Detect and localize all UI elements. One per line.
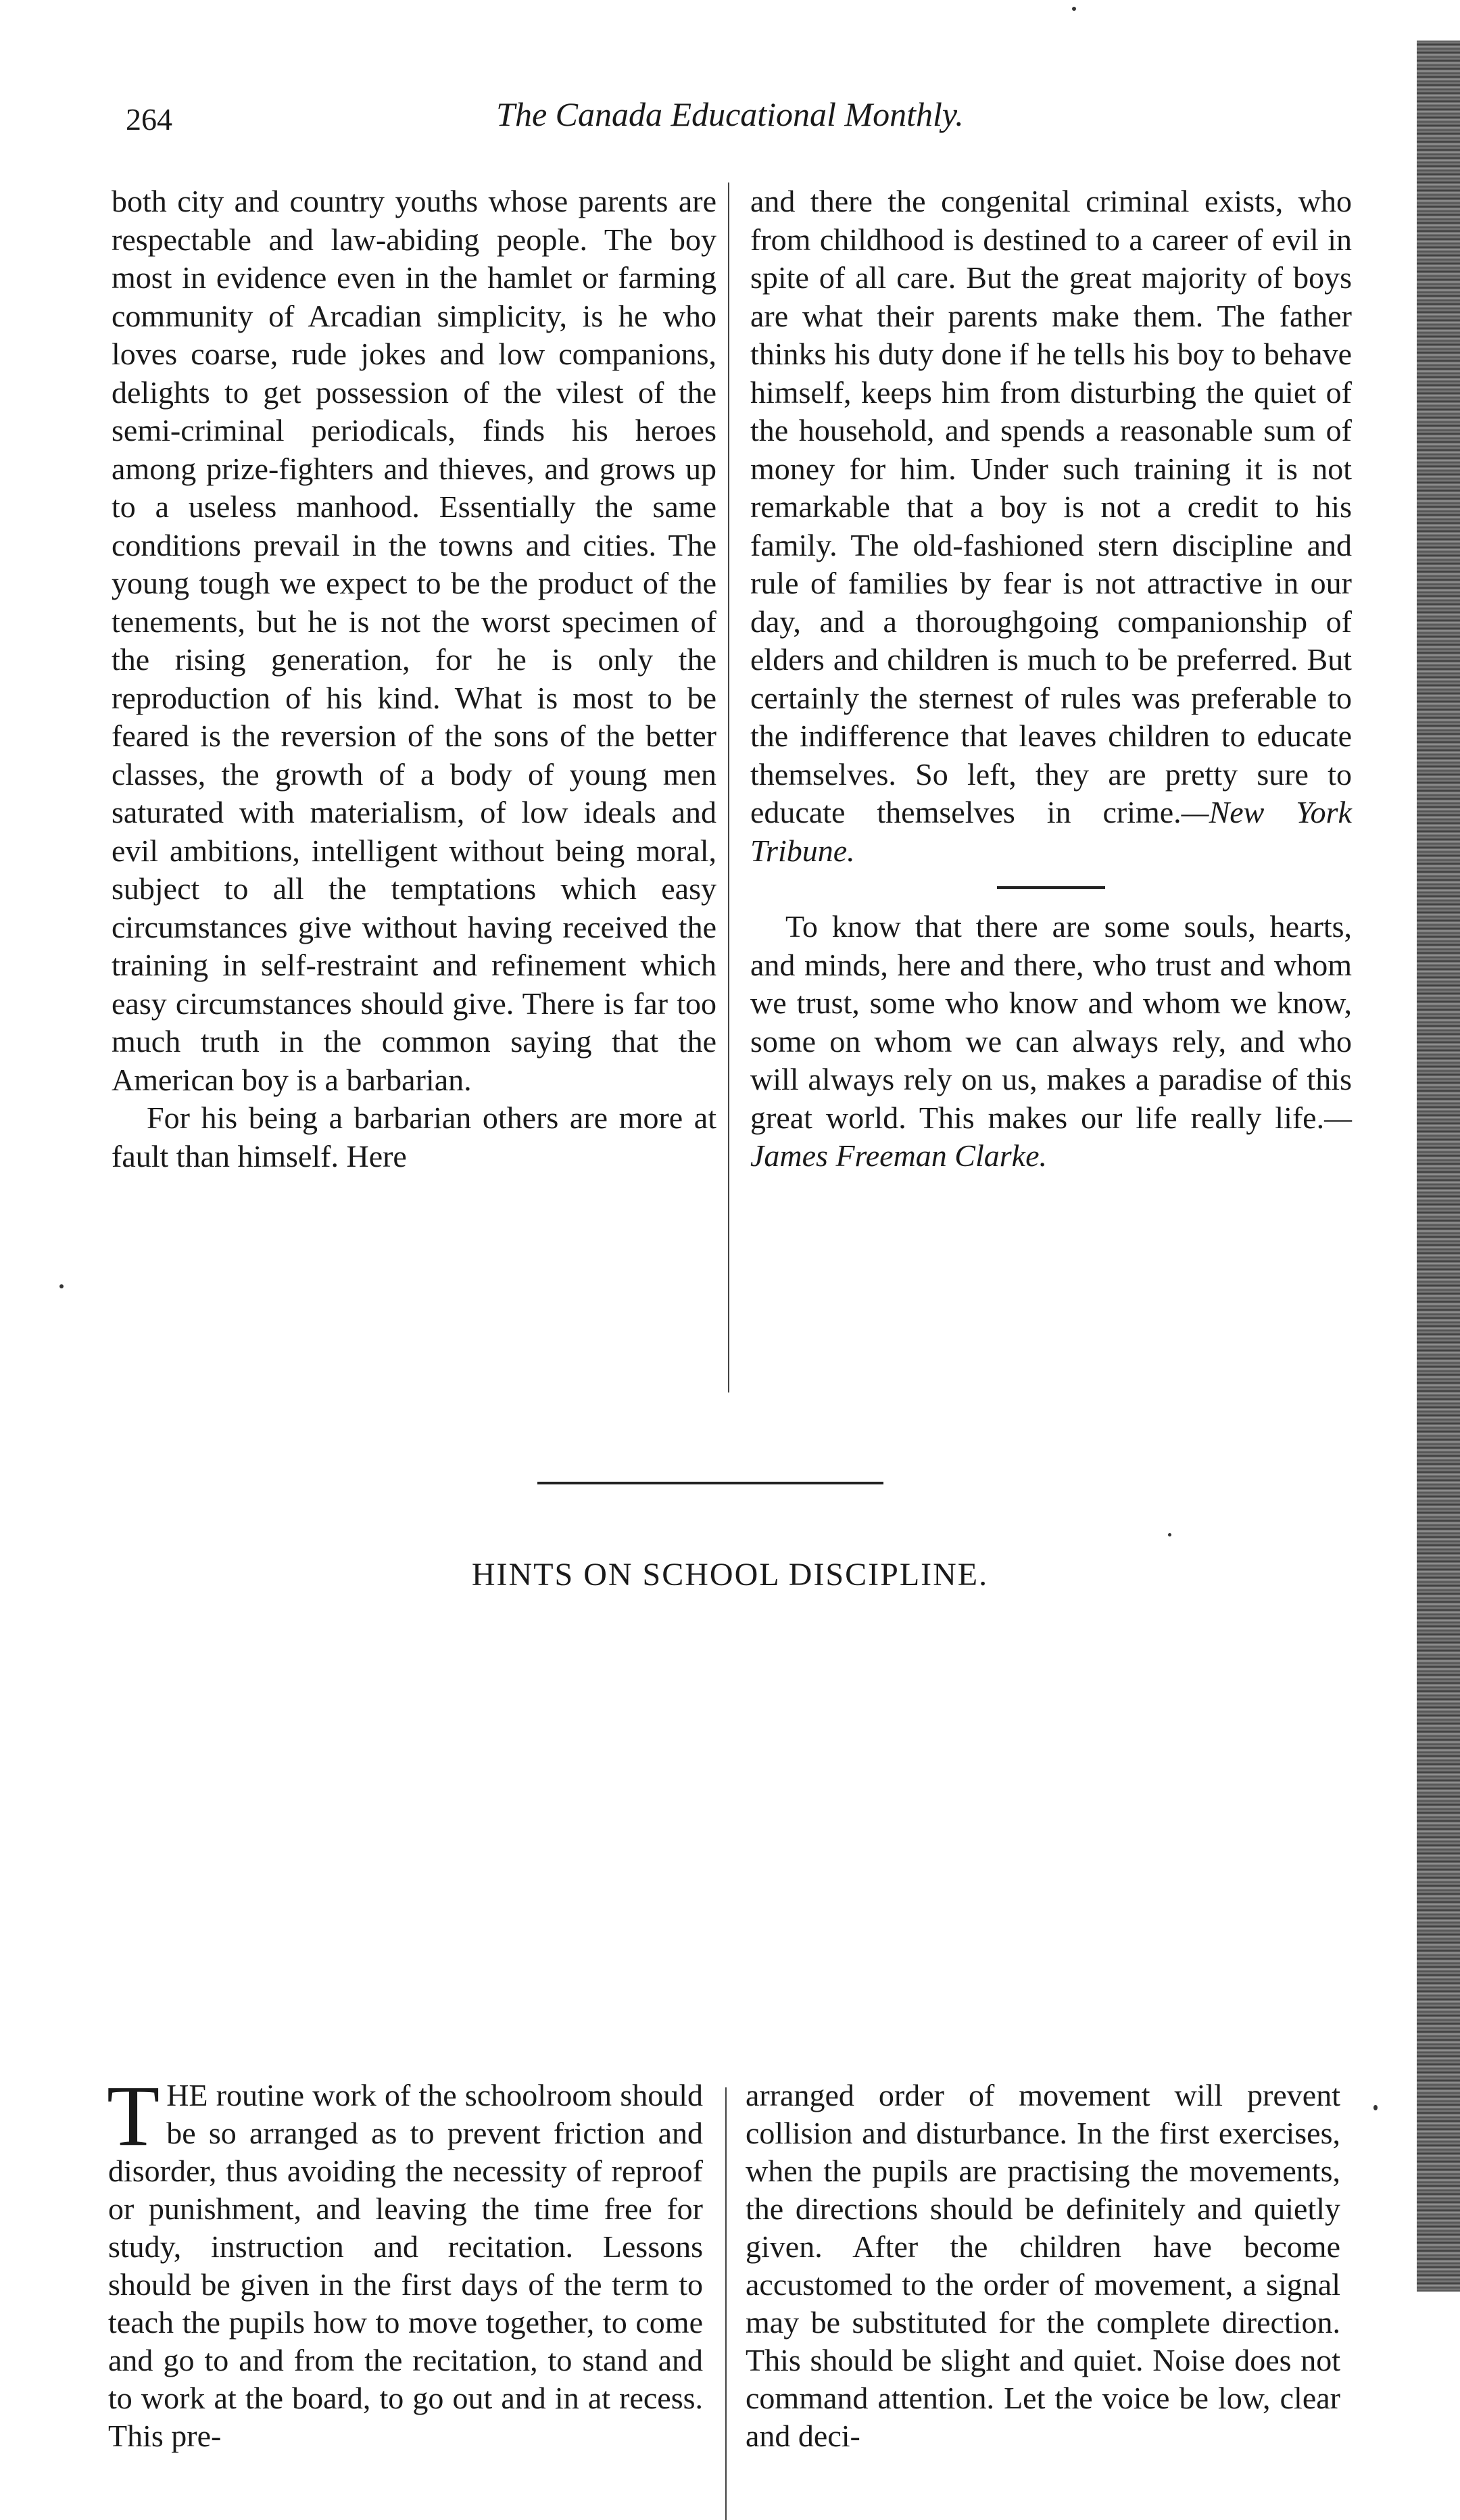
column-top-right (750, 183, 1352, 1176)
column-divider (728, 183, 729, 1392)
column-section-right (746, 2077, 1340, 2455)
attribution: —New York Tribune. (750, 795, 1352, 868)
scan-speck (1373, 2105, 1378, 2110)
section-heading: HINTS ON SCHOOL DISCIPLINE. (471, 1557, 989, 1593)
paragraph-text: and there the congenital criminal exists, who from childhood is destined to a career of evil in spite of all care. But the great majority of boys are what their parents make them. The father thinks his duty done if he tells his boy to behave himself, keeps him from disturbing the quiet of the household, and spends a reasonable sum of money for him. Under such training it is not remarkable that a boy is not a credit to his family. The old-fashioned stern discipline and rule of families by fear is not attractive in our day, and a thoroughgoing companionship of elders and children is much to be preferred. But certainly the sternest of rules was preferable to the indifference that leaves children to educate themselves. So left, they are pretty sure to educate themselves in crime. (750, 184, 1352, 829)
page-number: 264 (126, 102, 172, 137)
paragraph-text: To know that there are some souls, hearts, and minds, here and there, who trust and whom we trust, some who know and whom we know, some on whom we can always rely, and who will always rely on us, makes a paradise of this great world. This makes our life really life. (750, 909, 1352, 1135)
running-title: The Canada Educational Monthly. (496, 95, 964, 133)
column-section-left (107, 2068, 703, 2455)
drop-cap: T (107, 2068, 160, 2164)
paragraph (107, 2068, 703, 2455)
paragraph: For his being a barbarian others are more at fault than himself. Here (112, 1100, 716, 1173)
paragraph (750, 183, 1352, 870)
paragraph (750, 908, 1352, 1176)
paragraph: both city and country youths whose parents are respectable and law-abiding people. The boy most in evidence even in the hamlet or farming community of Arcadian simplicity, is he who loves coarse, rude jokes and low companions, delights to get possession of the vilest of the semi-criminal periodicals, finds his heroes among prize-fighters and thieves, and grows up to a useless manhood. Essentially the same conditions prevail in the towns and cities. The young tough we expect to be the product of the tenements, but he is not the worst specimen of the rising generation, for he is only the reproduction of his kind. What is most to be feared is the reversion of the sons of the better classes, the growth of a body of young men saturated with materialism, of low ideals and evil ambitions, intelligent without being moral, subject to all the temptations which easy circumstances give without having received the training in self-restraint and refinement which easy circumstances should give. There is far too much truth in the common saying that the American boy is a barbarian. (112, 184, 716, 1097)
short-rule (997, 886, 1105, 889)
scan-speck (59, 1284, 64, 1288)
page-edge-shadow (1417, 41, 1460, 2292)
section-rule (537, 1482, 883, 1484)
attribution: —James Freeman Clarke. (750, 1100, 1352, 1173)
column-divider (725, 2087, 727, 2520)
paragraph: arranged order of movement will prevent collision and disturbance. In the first exercises, when the pupils are practising the movements, the directions should be definitely and quietly given. After the children have become accustomed to the order of movement, a signal may be substituted for the complete direction. This should be slight and quiet. Noise does not command attention. Let the voice be low, clear and deci- (746, 2078, 1340, 2453)
scan-speck (1072, 7, 1076, 11)
paragraph-text: HE routine work of the schoolroom should be so arranged as to prevent friction and disorder, thus avoiding the necessity of reproof or punishment, and leaving the time free for study, instruction and recitation. Lessons should be given in the first days of the term to teach the pupils how to move together, to come and go to and from the recitation, to stand and to work at the board, to go out and in at recess. This pre- (108, 2078, 703, 2453)
scan-speck (1168, 1533, 1171, 1536)
column-top-left (112, 183, 716, 1176)
